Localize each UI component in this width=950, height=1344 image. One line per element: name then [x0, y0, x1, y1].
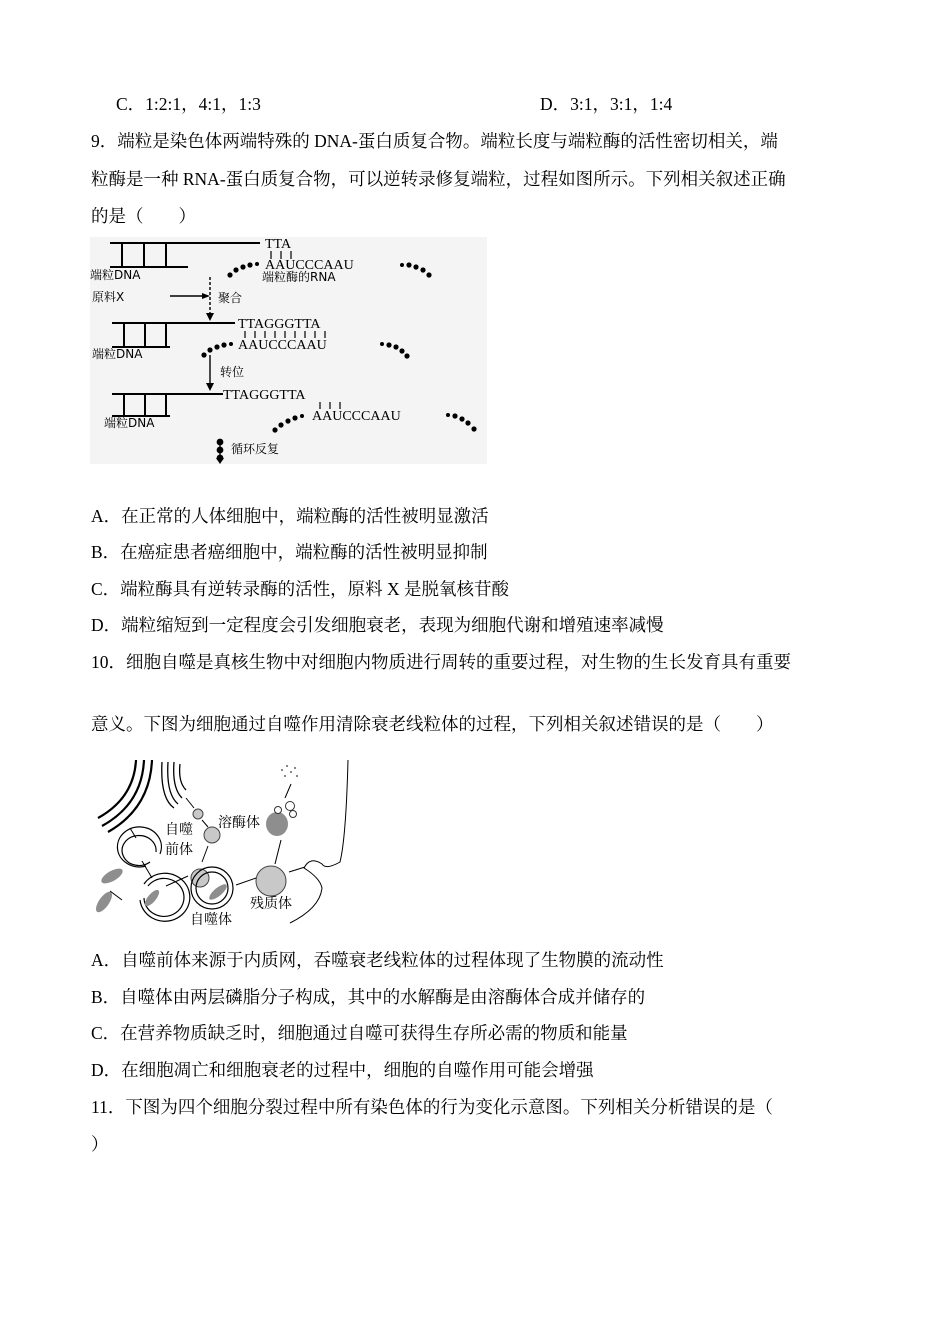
option-c-prev: C．1:2:1，4:1，1:3: [116, 94, 261, 114]
label-residual-body: 残质体: [250, 896, 292, 912]
q9-option-a: A．在正常的人体细胞中，端粒酶的活性被明显激活: [91, 506, 489, 526]
q10-option-c: C．在营养物质缺乏时，细胞通过自噬可获得生存所必需的物质和能量: [91, 1023, 628, 1043]
q9-stem-line-3: 的是（ ）: [91, 206, 196, 226]
seq-rna-2: AAUCCCAAU: [238, 338, 327, 353]
q10-stem-line-1: 10．细胞自噬是真核生物中对细胞内物质进行周转的重要过程，对生物的生长发育具有重要: [91, 652, 791, 672]
label-autophagosome: 自噬体: [190, 912, 232, 928]
telomerase-figure: [90, 237, 487, 464]
seq-extended-1: TTAGGGTTA: [238, 317, 321, 332]
prev-question-options: [116, 93, 673, 115]
q11-stem-line-2: ）: [91, 1134, 109, 1154]
q9-option-d: D．端粒缩短到一定程度会引发细胞衰老，表现为细胞代谢和增殖速率减慢: [91, 615, 664, 635]
q10-stem-line-2: 意义。下图为细胞通过自噬作用清除衰老线粒体的过程，下列相关叙述错误的是（ ）: [91, 714, 774, 734]
polymerize-label: 聚合: [218, 291, 243, 305]
option-d-prev: D．3:1，3:1，1:4: [540, 94, 673, 114]
repeat-label: 循环反复: [231, 442, 280, 456]
q11-stem-line-1: 11．下图为四个细胞分裂过程中所有染色体的行为变化示意图。下列相关分析错误的是（: [91, 1097, 773, 1117]
label-pre-2: 前体: [165, 842, 193, 858]
label-pre-1: 自噬: [165, 822, 193, 838]
seq-tta: TTA: [265, 237, 292, 252]
seq-rna-3: AAUCCCAAU: [312, 409, 401, 424]
translocate-label: 转位: [220, 365, 245, 379]
label-lysosome: 溶酶体: [218, 815, 260, 831]
dna-label-2: 端粒DNA: [92, 347, 143, 361]
q9-option-c: C．端粒酶具有逆转录酶的活性，原料 X 是脱氧核苷酸: [91, 579, 510, 599]
material-x-label: 原料X: [92, 290, 125, 304]
seq-extended-2: TTAGGGTTA: [223, 388, 306, 403]
dna-label-1: 端粒DNA: [90, 268, 141, 282]
rna-label: 端粒酶的RNA: [262, 270, 336, 284]
seq-rna-1: AAUCCCAAU: [265, 258, 354, 273]
q10-option-b: B．自噬体由两层磷脂分子构成，其中的水解酶是由溶酶体合成并储存的: [91, 987, 646, 1007]
autophagy-figure: [90, 758, 355, 933]
q9-stem-line-2: 粒酶是一种 RNA-蛋白质复合物，可以逆转录修复端粒，过程如图所示。下列相关叙述正确: [91, 169, 786, 189]
q9-stem-line-1: 9．端粒是染色体两端特殊的 DNA-蛋白质复合物。端粒长度与端粒酶的活性密切相关，端: [91, 131, 778, 151]
q10-option-d: D．在细胞凋亡和细胞衰老的过程中，细胞的自噬作用可能会增强: [91, 1060, 594, 1080]
dna-label-3: 端粒DNA: [104, 416, 155, 430]
q10-option-a: A．自噬前体来源于内质网，吞噬衰老线粒体的过程体现了生物膜的流动性: [91, 950, 664, 970]
q9-option-b: B．在癌症患者癌细胞中，端粒酶的活性被明显抑制: [91, 542, 488, 562]
